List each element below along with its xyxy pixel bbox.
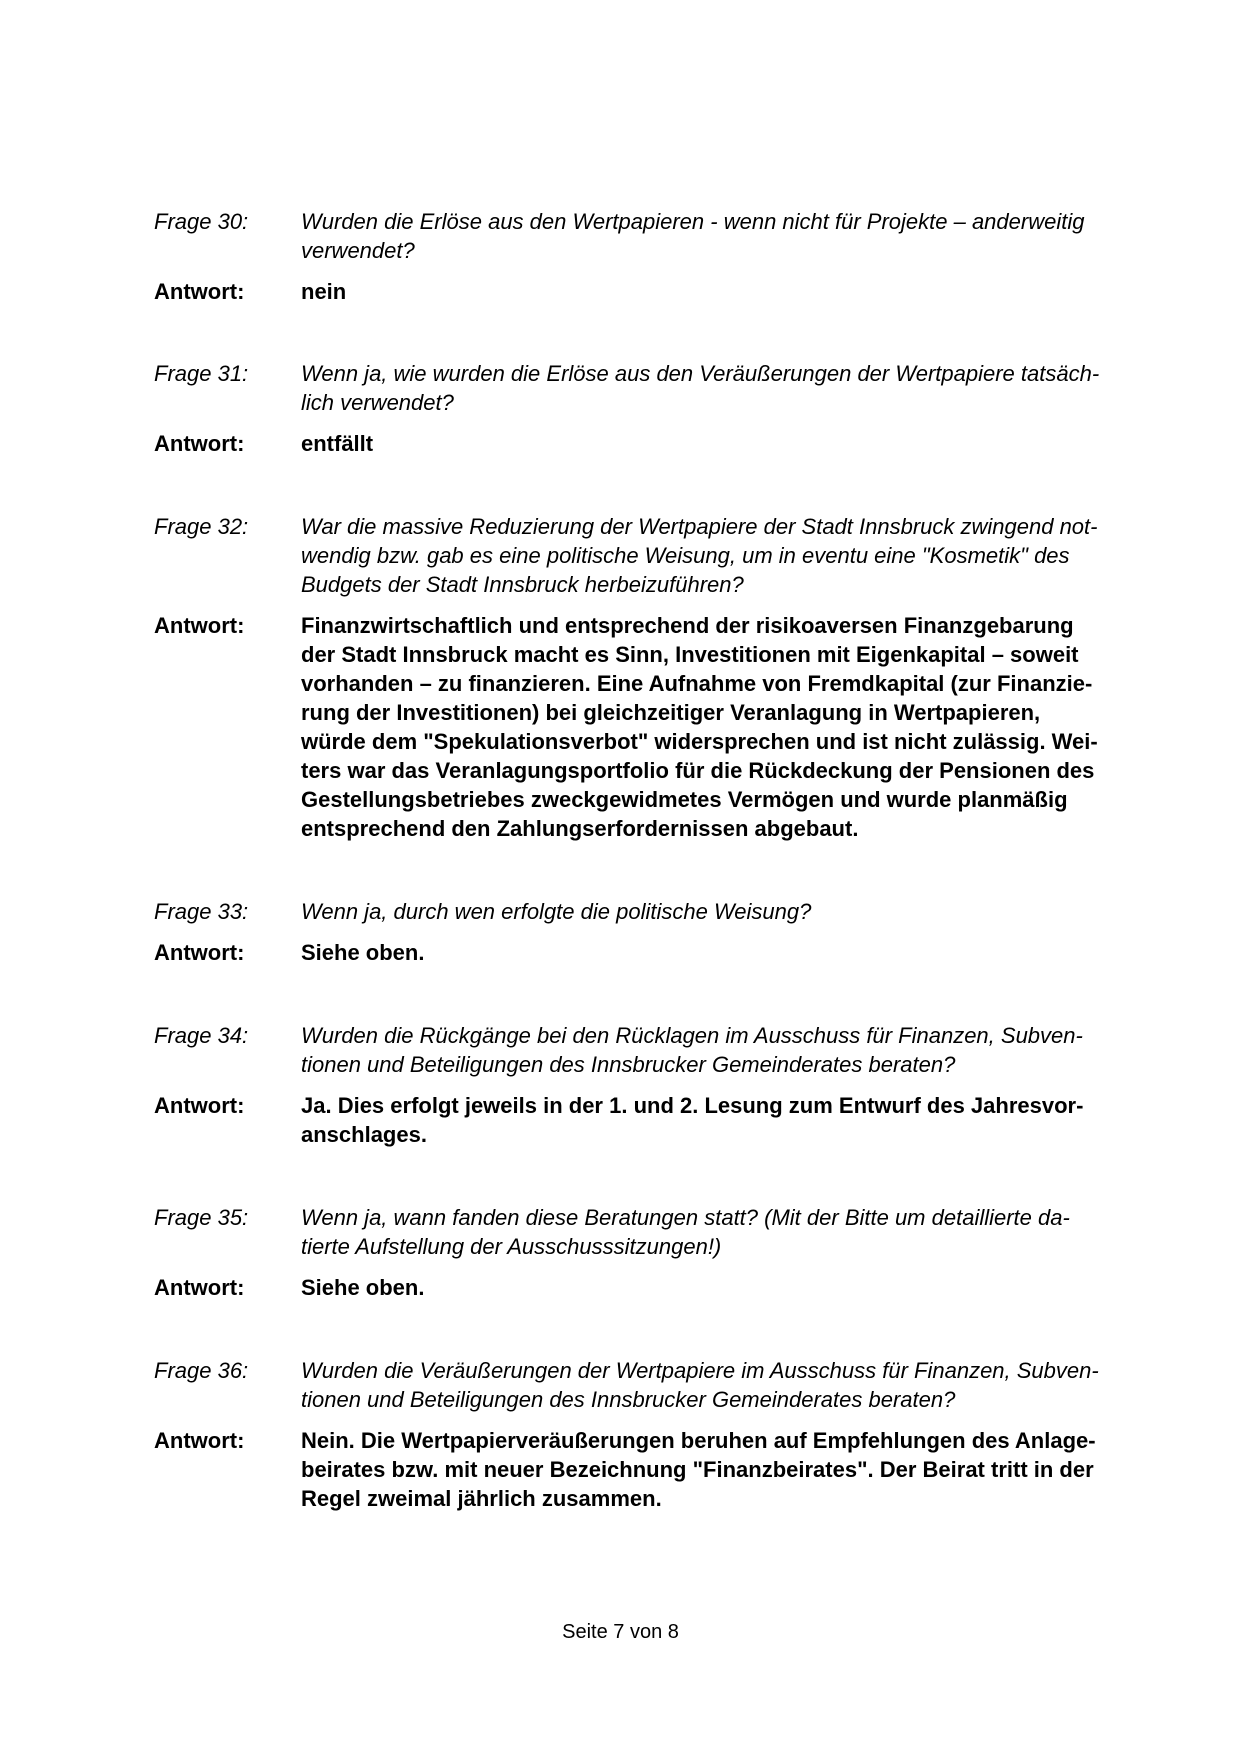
- question-row: [154, 359, 1144, 417]
- question-line: tionen und Beteiligungen des Innsbrucker Gemeinderates beraten?: [301, 1387, 956, 1412]
- question-row: [154, 512, 1144, 599]
- answer-text: [301, 611, 1144, 843]
- question-line: Wenn ja, durch wen erfolgte die politische Weisung?: [301, 899, 812, 924]
- question-row: [154, 1021, 1144, 1079]
- page-number: Seite 7 von 8: [562, 1621, 679, 1643]
- answer-line: anschlages.: [301, 1122, 427, 1147]
- answer-label: Antwort:: [154, 613, 245, 638]
- qa-block-34: [154, 1021, 1144, 1149]
- question-text: [301, 512, 1144, 599]
- question-line: Wurden die Erlöse aus den Wertpapieren - wenn nicht für Projekte – anderweitig: [301, 209, 1085, 234]
- question-line: Wenn ja, wie wurden die Erlöse aus den Veräußerungen der Wertpapiere tatsäch-: [301, 361, 1100, 386]
- answer-text: [301, 1273, 1144, 1302]
- answer-line: Siehe oben.: [301, 1275, 425, 1300]
- answer-label: Antwort:: [154, 431, 245, 456]
- qa-block-35: [154, 1203, 1144, 1302]
- question-row: [154, 897, 1144, 926]
- question-line: wendig bzw. gab es eine politische Weisung, um in eventu eine "Kosmetik" des: [301, 543, 1070, 568]
- answer-row: [154, 1426, 1144, 1513]
- answer-text: [301, 429, 1144, 458]
- answer-line: rung der Investitionen) bei gleichzeitiger Veranlagung in Wertpapieren,: [301, 700, 1041, 725]
- question-label: Frage 35:: [154, 1205, 249, 1230]
- answer-label: Antwort:: [154, 1428, 245, 1453]
- answer-row: [154, 1091, 1144, 1149]
- answer-label: Antwort:: [154, 279, 245, 304]
- question-label: Frage 31:: [154, 361, 249, 386]
- question-label: Frage 36:: [154, 1358, 249, 1383]
- question-text: [301, 897, 1144, 926]
- qa-block-30: [154, 207, 1144, 306]
- question-label: Frage 32:: [154, 514, 249, 539]
- qa-block-32: [154, 512, 1144, 843]
- question-label: Frage 33:: [154, 899, 249, 924]
- question-line: Budgets der Stadt Innsbruck herbeizuführen?: [301, 572, 744, 597]
- answer-line: beirates bzw. mit neuer Bezeichnung "Finanzbeirates". Der Beirat tritt in der: [301, 1457, 1094, 1482]
- question-row: [154, 207, 1144, 265]
- question-text: [301, 359, 1144, 417]
- answer-row: [154, 277, 1144, 306]
- answer-line: ters war das Veranlagungsportfolio für die Rückdeckung der Pensionen des: [301, 758, 1095, 783]
- answer-line: nein: [301, 279, 347, 304]
- answer-line: Ja. Dies erfolgt jeweils in der 1. und 2. Lesung zum Entwurf des Jahresvor-: [301, 1093, 1084, 1118]
- question-line: tierte Aufstellung der Ausschusssitzungen!): [301, 1234, 722, 1259]
- question-text: [301, 1021, 1144, 1079]
- question-line: Wenn ja, wann fanden diese Beratungen statt? (Mit der Bitte um detaillierte da-: [301, 1205, 1070, 1230]
- answer-line: entsprechend den Zahlungserfordernissen abgebaut.: [301, 816, 859, 841]
- answer-label: Antwort:: [154, 1275, 245, 1300]
- answer-row: [154, 611, 1144, 843]
- answer-line: Gestellungsbetriebes zweckgewidmetes Vermögen und wurde planmäßig: [301, 787, 1068, 812]
- answer-text: [301, 1426, 1144, 1513]
- answer-line: Finanzwirtschaftlich und entsprechend der risikoaversen Finanzgebarung: [301, 613, 1074, 638]
- question-line: verwendet?: [301, 238, 415, 263]
- answer-label: Antwort:: [154, 1093, 245, 1118]
- qa-block-31: [154, 359, 1144, 458]
- question-line: lich verwendet?: [301, 390, 454, 415]
- answer-line: vorhanden – zu finanzieren. Eine Aufnahme von Fremdkapital (zur Finanzie-: [301, 671, 1093, 696]
- question-line: Wurden die Veräußerungen der Wertpapiere im Ausschuss für Finanzen, Subven-: [301, 1358, 1099, 1383]
- question-label: Frage 30:: [154, 209, 249, 234]
- question-text: [301, 1203, 1144, 1261]
- answer-line: Regel zweimal jährlich zusammen.: [301, 1486, 662, 1511]
- answer-row: [154, 429, 1144, 458]
- answer-line: Siehe oben.: [301, 940, 425, 965]
- answer-text: [301, 938, 1144, 967]
- question-line: Wurden die Rückgänge bei den Rücklagen im Ausschuss für Finanzen, Subven-: [301, 1023, 1083, 1048]
- question-text: [301, 207, 1144, 265]
- answer-line: der Stadt Innsbruck macht es Sinn, Investitionen mit Eigenkapital – soweit: [301, 642, 1079, 667]
- answer-line: Nein. Die Wertpapierveräußerungen beruhen auf Empfehlungen des Anlage-: [301, 1428, 1096, 1453]
- answer-line: entfällt: [301, 431, 374, 456]
- answer-text: [301, 277, 1144, 306]
- answer-text: [301, 1091, 1144, 1149]
- question-label: Frage 34:: [154, 1023, 249, 1048]
- question-text: [301, 1356, 1144, 1414]
- question-row: [154, 1356, 1144, 1414]
- question-line: War die massive Reduzierung der Wertpapiere der Stadt Innsbruck zwingend not-: [301, 514, 1098, 539]
- answer-row: [154, 1273, 1144, 1302]
- question-line: tionen und Beteiligungen des Innsbrucker Gemeinderates beraten?: [301, 1052, 956, 1077]
- answer-line: würde dem "Spekulationsverbot" widersprechen und ist nicht zulässig. Wei-: [301, 729, 1098, 754]
- qa-block-36: [154, 1356, 1144, 1513]
- answer-row: [154, 938, 1144, 967]
- answer-label: Antwort:: [154, 940, 245, 965]
- question-row: [154, 1203, 1144, 1261]
- qa-block-33: [154, 897, 1144, 967]
